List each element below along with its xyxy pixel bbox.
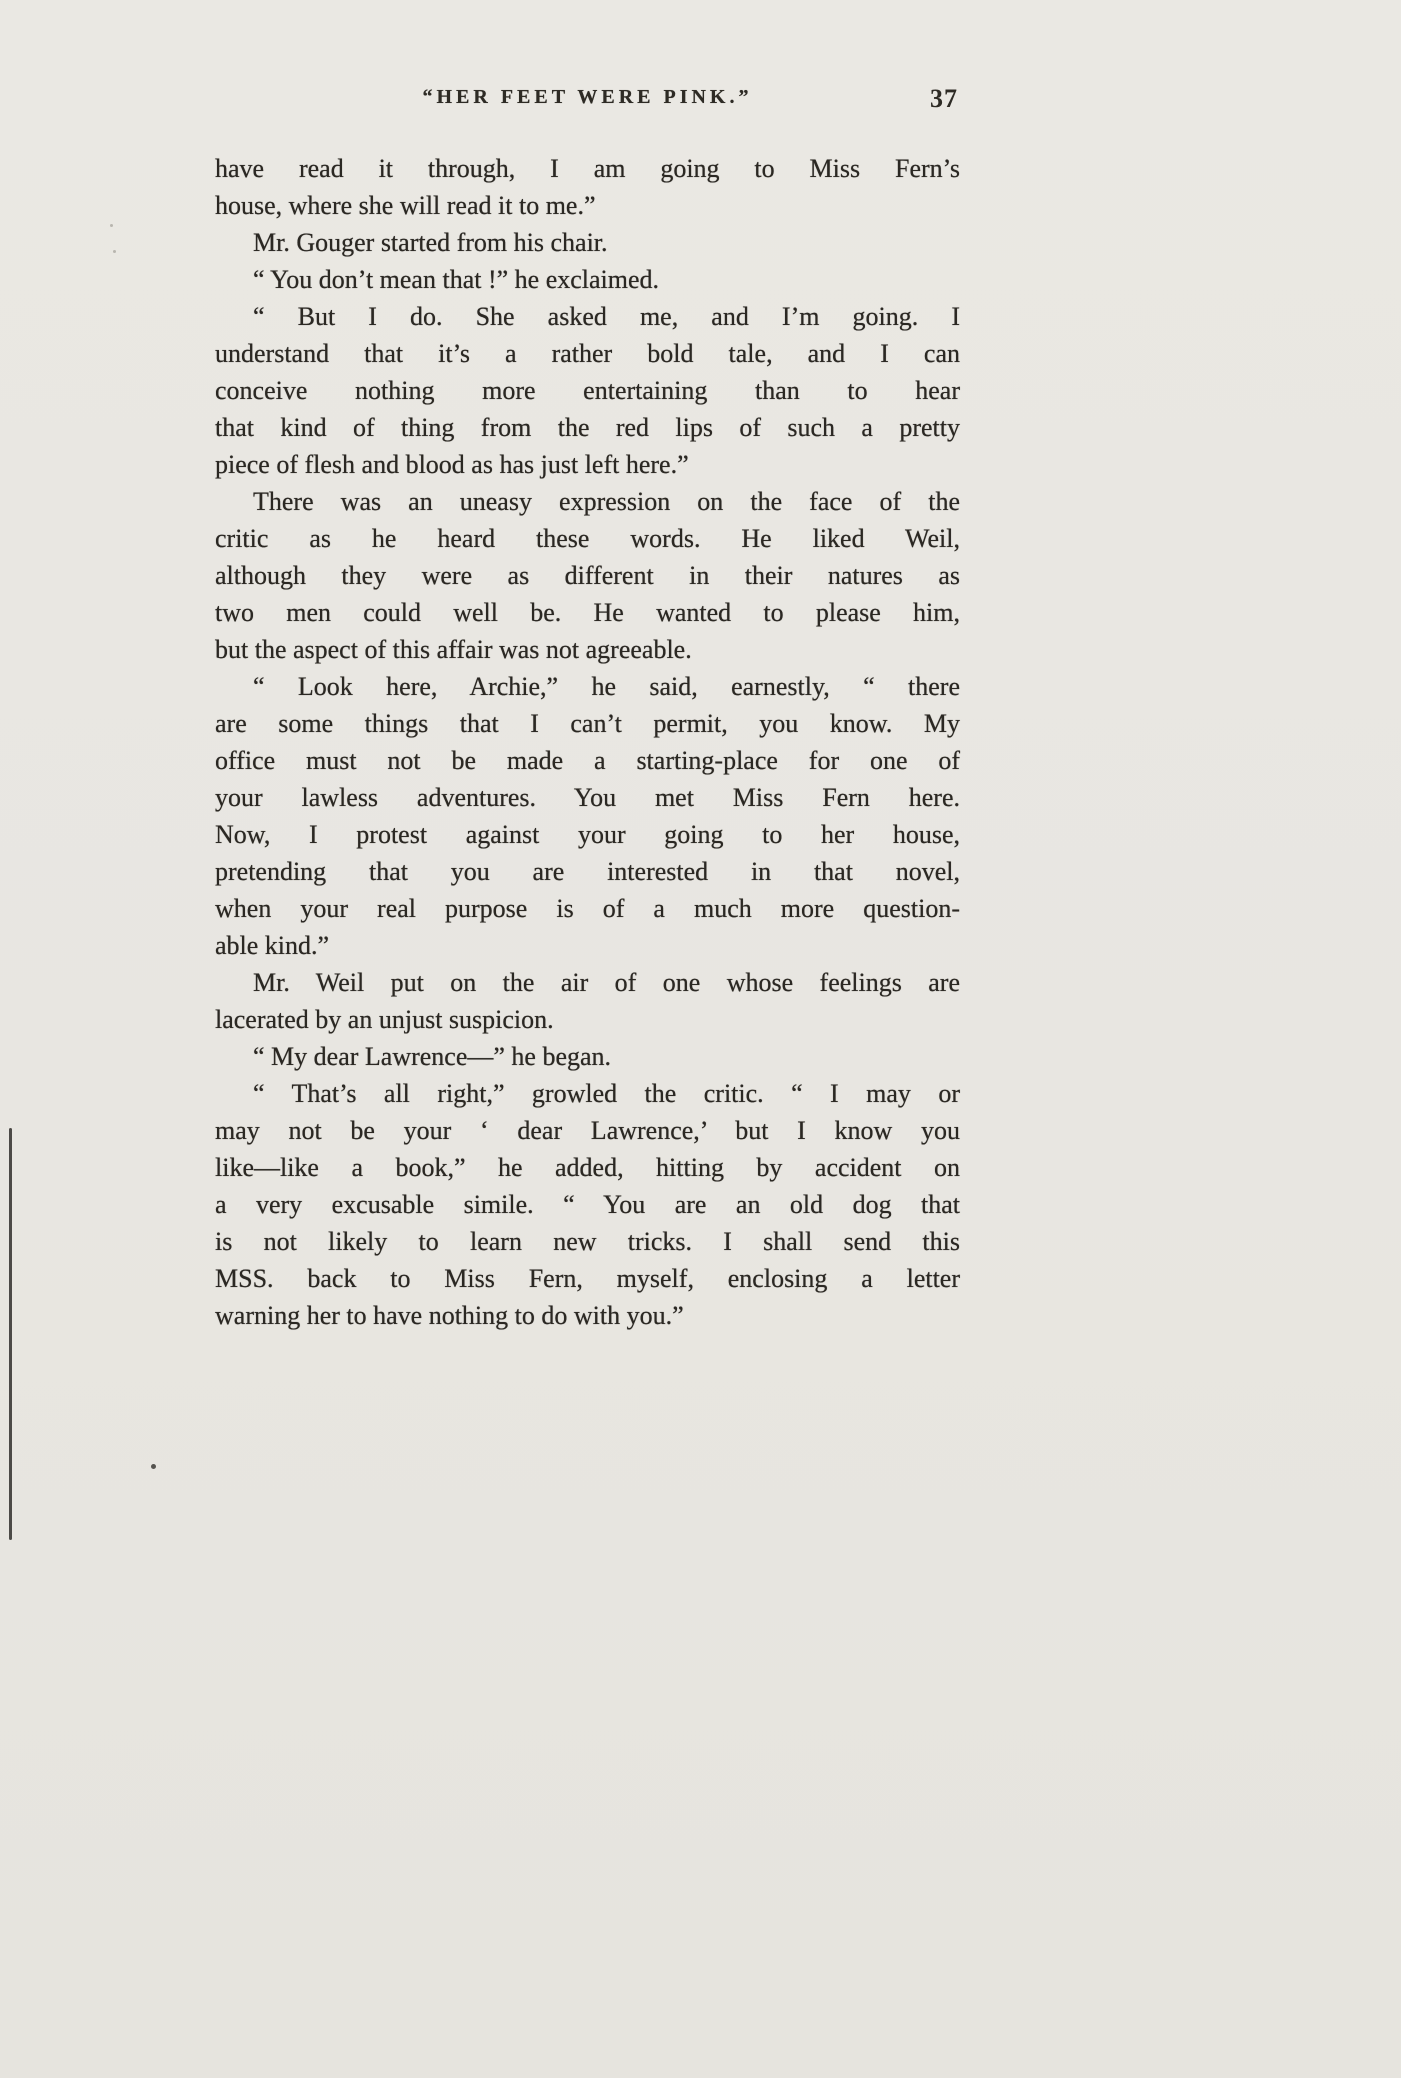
text-line: “ That’s all right,” growled the critic. “ I may or [253, 1079, 960, 1108]
text-line: have read it through, I am going to Miss Fern’s [215, 154, 960, 183]
text-line: house, where she will read it to me.” [215, 191, 596, 220]
text-line: critic as he heard these words. He liked Weil, [215, 524, 960, 553]
text-line: Mr. Weil put on the air of one whose feelings are [253, 968, 960, 997]
running-header [215, 86, 960, 120]
text-line: understand that it’s a rather bold tale, and I can [215, 339, 960, 368]
text-line: able kind.” [215, 931, 330, 960]
paragraph [215, 668, 960, 964]
paragraph [215, 483, 960, 668]
text-line: piece of flesh and blood as has just left here.” [215, 450, 689, 479]
body-text [215, 150, 960, 1334]
page-content [215, 86, 960, 1334]
running-header-title: “HER FEET WERE PINK.” [422, 86, 753, 108]
page-number: 37 [930, 84, 958, 113]
paragraph [215, 224, 960, 261]
text-line: two men could well be. He wanted to please him, [215, 598, 960, 627]
text-line: may not be your ‘ dear Lawrence,’ but I know you [215, 1116, 960, 1145]
text-line: “ Look here, Archie,” he said, earnestly, “ there [253, 672, 960, 701]
text-line: Now, I protest against your going to her house, [215, 820, 960, 849]
text-line: pretending that you are interested in that novel, [215, 857, 960, 886]
text-line: but the aspect of this affair was not agreeable. [215, 635, 692, 664]
text-line: that kind of thing from the red lips of such a pretty [215, 413, 960, 442]
text-line: are some things that I can’t permit, you know. My [215, 709, 960, 738]
text-line: a very excusable simile. “ You are an old dog that [215, 1190, 960, 1219]
paragraph [215, 1075, 960, 1334]
text-line: “ My dear Lawrence—” he began. [253, 1042, 612, 1071]
paragraph [215, 964, 960, 1038]
text-line: lacerated by an unjust suspicion. [215, 1005, 554, 1034]
text-line: your lawless adventures. You met Miss Fern here. [215, 783, 960, 812]
text-line: Mr. Gouger started from his chair. [253, 228, 608, 257]
text-line: when your real purpose is of a much more question- [215, 894, 960, 923]
paragraph [215, 261, 960, 298]
text-line: although they were as different in their natures as [215, 561, 960, 590]
text-line: “ You don’t mean that !” he exclaimed. [253, 265, 660, 294]
text-line: like—like a book,” he added, hitting by accident on [215, 1153, 960, 1182]
text-line: warning her to have nothing to do with you.” [215, 1301, 684, 1330]
paragraph [215, 150, 960, 224]
scan-artifact-speck [113, 250, 116, 253]
paragraph [215, 298, 960, 483]
text-line: office must not be made a starting-place for one of [215, 746, 960, 775]
paragraph [215, 1038, 960, 1075]
text-line: “ But I do. She asked me, and I’m going. I [253, 302, 960, 331]
text-line: MSS. back to Miss Fern, myself, enclosing a letter [215, 1264, 960, 1293]
text-line: is not likely to learn new tricks. I shall send this [215, 1227, 960, 1256]
text-line: conceive nothing more entertaining than to hear [215, 376, 960, 405]
scan-artifact-line [9, 1128, 12, 1540]
scan-artifact-dot [151, 1464, 156, 1469]
text-line: There was an uneasy expression on the face of the [253, 487, 960, 516]
scan-artifact-speck [110, 224, 113, 227]
